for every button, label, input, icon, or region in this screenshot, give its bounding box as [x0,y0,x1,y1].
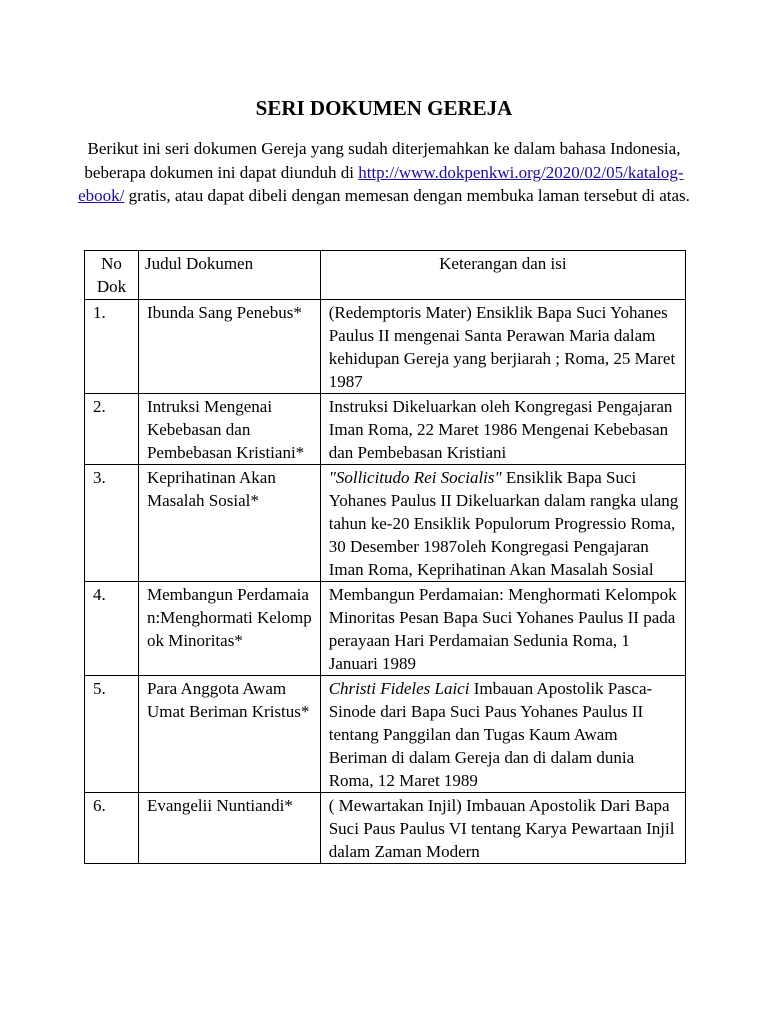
row-number: 3. [85,465,139,582]
row-description-text: ( Mewartakan Injil) Imbauan Apostolik Dari Bapa Suci Paus Paulus VI tentang Karya Pewartaan Injil dalam Zaman Modern [328,796,675,861]
row-number: 2. [85,394,139,465]
row-description-text: Ensiklik Bapa Suci Yohanes Paulus II Dikeluarkan dalam rangka ulang tahun ke-20 Ensiklik Populorum Progressio Roma, 30 Desember 1987oleh Kongregasi Pengajaran Iman Roma, Keprihatinan Akan Masalah Sosial [328,468,679,579]
intro-text-before: Berikut ini seri dokumen Gereja yang sudah diterjemahkan ke dalam bahasa Indonesia, beberapa dokumen ini dapat diunduh di [84,139,681,182]
row-description [320,465,685,582]
table-row [85,394,686,465]
intro-text-after: gratis, atau dapat dibeli dengan memesan dengan membuka laman tersebut di atas. [128,186,690,205]
row-description-italic-title: "Sollicitudo Rei Socialis" [328,468,502,487]
intro-paragraph [70,137,698,208]
row-description [320,300,685,394]
header-judul-dokumen: Judul Dokumen [138,251,320,300]
row-description-text: Imbauan Apostolik Pasca-Sinode dari Bapa Suci Paus Yohanes Paulus II tentang Panggilan dan Tugas Kaum Awam Beriman di dalam Gereja dan di dalam dunia Roma, 12 Maret 1989 [328,679,653,790]
table-row [85,793,686,864]
table-row [85,582,686,676]
row-description [320,394,685,465]
row-description-text: (Redemptoris Mater) Ensiklik Bapa Suci Yohanes Paulus II mengenai Santa Perawan Maria dalam kehidupan Gereja yang berjiarah ; Roma, 25 Maret 1987 [328,303,676,391]
documents-table [84,250,686,864]
row-number: 5. [85,676,139,793]
row-title: Ibunda Sang Penebus* [138,300,320,394]
row-title: Evangelii Nuntiandi* [138,793,320,864]
row-number: 1. [85,300,139,394]
row-title: Keprihatinan Akan Masalah Sosial* [138,465,320,582]
row-title: Membangun Perdamaian:Menghormati Kelompok Minoritas* [138,582,320,676]
row-description [320,582,685,676]
row-description-text: Membangun Perdamaian: Menghormati Kelompok Minoritas Pesan Bapa Suci Yohanes Paulus II pada perayaan Hari Perdamaian Sedunia Roma, 1 Januari 1989 [328,585,677,673]
row-description [320,676,685,793]
katalog-link[interactable]: http://www.dokpenkwi.org/2020/02/05/katalog-ebook/ [78,162,684,205]
row-title: Intruksi Mengenai Kebebasan dan Pembebasan Kristiani* [138,394,320,465]
table-row [85,465,686,582]
row-number: 6. [85,793,139,864]
row-description-text: Instruksi Dikeluarkan oleh Kongregasi Pengajaran Iman Roma, 22 Maret 1986 Mengenai Kebebasan dan Pembebasan Kristiani [328,397,673,462]
table-header-row [85,251,686,300]
row-description-italic-title: Christi Fideles Laici [328,679,470,698]
header-no-dok: No Dok [85,251,139,300]
row-description [320,793,685,864]
row-number: 4. [85,582,139,676]
table-row [85,300,686,394]
row-title: Para Anggota Awam Umat Beriman Kristus* [138,676,320,793]
header-keterangan: Keterangan dan isi [320,251,685,300]
page-title: SERI DOKUMEN GEREJA [255,96,513,120]
table-row [85,676,686,793]
